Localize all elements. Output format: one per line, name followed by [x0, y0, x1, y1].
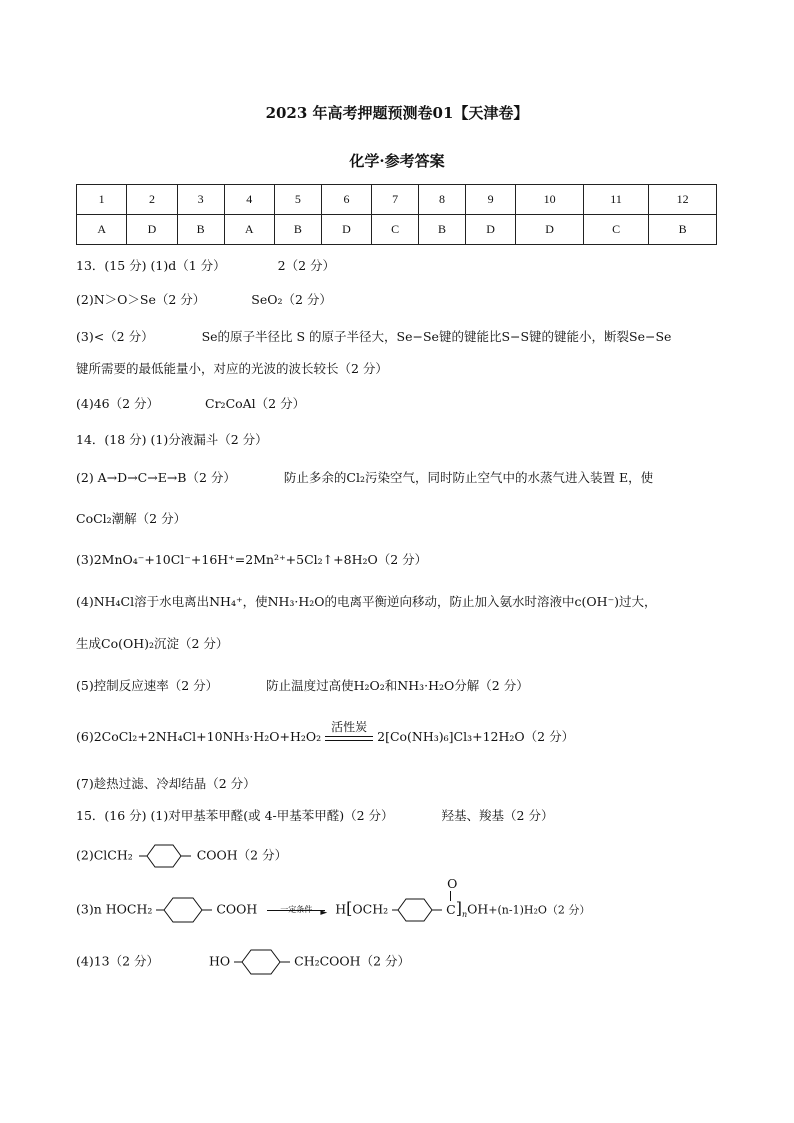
q14-line-1: 14．(18 分) (1)分液漏斗（2 分）: [76, 432, 268, 447]
q15-line-1: [76, 807, 553, 825]
question-number: 9: [465, 185, 515, 215]
double-bond-icon: [450, 891, 451, 901]
arrow-line: [267, 910, 325, 911]
answer-cell: A: [77, 215, 127, 245]
q15-byproduct: +(n-1)H₂O（2 分）: [488, 903, 591, 917]
q13-part3: (3)<（2 分）: [76, 329, 154, 344]
answer-cell: B: [419, 215, 466, 245]
answer-cell: A: [224, 215, 274, 245]
answer-cell: D: [516, 215, 584, 245]
polymer-oh: OH: [467, 901, 489, 917]
benzene-ring-icon: [156, 895, 212, 925]
question-number: 6: [321, 185, 371, 215]
q15-part4-suffix: CH₂COOH（2 分）: [294, 953, 411, 969]
q13-part1: 13．(15 分) (1)d（1 分）: [76, 258, 226, 273]
q13-line-5: [76, 395, 305, 413]
equals-bar-icon: [325, 736, 373, 741]
q14-line-8: [76, 720, 575, 746]
q14-line-5: (4)NH₄Cl溶于水电离出NH₄⁺，使NH₃·H₂O的电离平衡逆向移动，防止加入氨水时溶液中c(OH⁻)过大，: [76, 594, 657, 609]
question-number: 2: [127, 185, 177, 215]
q14-equation-products: 2[Co(NH₃)₆]Cl₃+12H₂O（2 分）: [377, 729, 575, 744]
bracket-close-icon: ]: [455, 898, 462, 918]
question-number: 5: [274, 185, 321, 215]
q14-line-4: (3)2MnO₄⁻+10Cl⁻+16H⁺=2Mn²⁺+5Cl₂↑+8H₂O（2 分）: [76, 552, 428, 567]
question-number: 10: [516, 185, 584, 215]
question-number: 11: [583, 185, 648, 215]
reaction-condition: 一定条件: [280, 904, 313, 914]
q13-line-1: [76, 257, 335, 275]
q15-part4: (4)13（2 分）: [76, 953, 160, 969]
q15-monomer-prefix: (3)n HOCH₂: [76, 901, 153, 917]
q14-line-6: 生成Co(OH)₂沉淀（2 分）: [76, 636, 229, 651]
answer-cell: D: [465, 215, 515, 245]
q13-part1-answer: 2（2 分）: [277, 258, 336, 273]
reaction-condition: 活性炭: [331, 720, 368, 734]
carbonyl-oxygen: O: [447, 875, 458, 891]
question-number: 4: [224, 185, 274, 215]
degree-of-polymerization: n: [461, 910, 468, 919]
answer-table-answer-row: [77, 215, 717, 245]
benzene-ring-icon: [234, 947, 290, 977]
answer-cell: C: [372, 215, 419, 245]
q14-part5-reason: 防止温度过高使H₂O₂和NH₃·H₂O分解（2 分）: [266, 678, 529, 693]
q13-part2: (2)N＞O＞Se（2 分）: [76, 292, 206, 307]
q14-line-9: (7)趁热过滤、冷却结晶（2 分）: [76, 776, 256, 791]
answer-cell: B: [177, 215, 224, 245]
q13-part3-explanation: Se的原子半径比 S 的原子半径大，Se−Se键的键能比S−S键的键能小，断裂Se−Se: [201, 329, 672, 344]
carbonyl-carbon: C: [446, 901, 456, 917]
q13-part4-answer: Cr₂CoAl（2 分）: [205, 396, 306, 411]
q13-part4: (4)46（2 分）: [76, 396, 160, 411]
question-number: 12: [649, 185, 717, 215]
q14-equation-reactants: (6)2CoCl₂+2NH₄Cl+10NH₃·H₂O+H₂O₂: [76, 729, 322, 744]
q13-line-2: [76, 291, 332, 309]
question-number: 8: [419, 185, 466, 215]
benzene-ring-icon: [139, 842, 191, 870]
answer-cell: B: [274, 215, 321, 245]
q14-part2: (2) A→D→C→E→B（2 分）: [76, 470, 236, 485]
q14-line-7: [76, 677, 529, 695]
q15-line-4: [76, 947, 410, 977]
q13-part2-answer: SeO₂（2 分）: [251, 292, 332, 307]
q14-part2-reason: 防止多余的Cl₂污染空气，同时防止空气中的水蒸气进入装置 E，使: [283, 470, 654, 485]
polymer-och2: OCH₂: [352, 901, 389, 917]
question-number: 1: [77, 185, 127, 215]
q14-part5: (5)控制反应速率（2 分）: [76, 678, 219, 693]
q14-line-2: [76, 469, 653, 487]
bracket-open-icon: [: [346, 898, 353, 918]
answer-cell: D: [127, 215, 177, 245]
answer-cell: C: [583, 215, 648, 245]
q15-part2-prefix: (2)ClCH₂: [76, 847, 133, 863]
q14-line-3: CoCl₂潮解（2 分）: [76, 511, 187, 526]
answer-cell: B: [649, 215, 717, 245]
benzene-ring-icon: [392, 895, 442, 925]
reaction-condition-arrow: [325, 720, 373, 741]
carbonyl-group: [446, 875, 458, 919]
answer-table-number-row: [77, 185, 717, 215]
reaction-condition-arrow: [267, 904, 328, 918]
answer-cell: D: [321, 215, 371, 245]
answer-table: [76, 184, 717, 245]
q13-line-4: 键所需要的最低能量小，对应的光波的波长较长（2 分）: [76, 361, 388, 376]
page-subtitle: 化学·参考答案: [349, 152, 445, 170]
q15-part1-groups: 羟基、羧基（2 分）: [441, 808, 554, 823]
q15-line-2: [76, 842, 287, 870]
polymer-h: H: [335, 901, 347, 917]
question-number: 7: [372, 185, 419, 215]
arrow-head-icon: ►: [320, 907, 328, 918]
q15-part1: 15．(16 分) (1)对甲基苯甲醛(或 4-甲基苯甲醛)（2 分）: [76, 808, 394, 823]
q15-line-3: [76, 875, 591, 925]
question-number: 3: [177, 185, 224, 215]
page-title: 2023 年高考押题预测卷01【天津卷】: [265, 104, 529, 122]
q15-part2-suffix: COOH（2 分）: [196, 847, 288, 863]
q15-monomer-suffix: COOH: [216, 901, 258, 917]
hydroxy-group: HO: [209, 953, 231, 969]
q13-line-3: [76, 328, 671, 346]
